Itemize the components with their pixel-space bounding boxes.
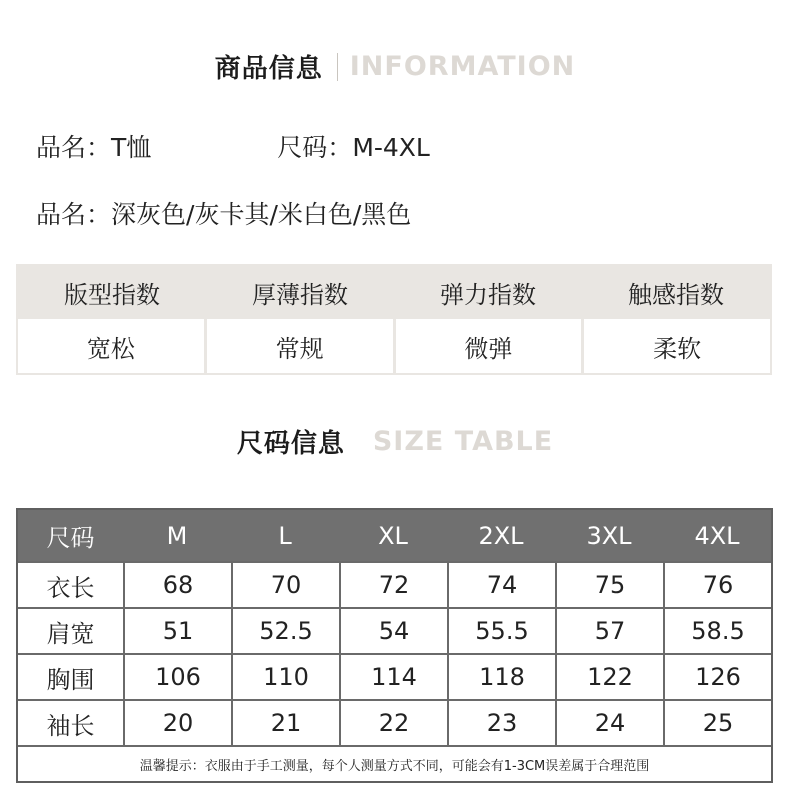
info-title xyxy=(0,48,790,85)
size-cell: 54 xyxy=(339,609,447,653)
size-cell: 75 xyxy=(555,563,663,607)
size-row-chest xyxy=(18,653,771,699)
size-cell: 21 xyxy=(231,701,339,745)
size-cell: 57 xyxy=(555,609,663,653)
size-range-value: M-4XL xyxy=(352,133,430,162)
size-header-cell: XL xyxy=(378,521,408,550)
info-title-en: INFORMATION xyxy=(349,51,576,82)
size-header-cell: M xyxy=(166,521,188,550)
color-line xyxy=(36,195,411,231)
size-row-length xyxy=(18,561,771,607)
size-header-label: 尺码 xyxy=(46,524,95,552)
size-cell: 118 xyxy=(447,655,555,699)
row-label: 胸围 xyxy=(46,665,95,694)
row-label: 袖长 xyxy=(46,711,95,740)
size-cell: 106 xyxy=(123,655,231,699)
product-name-label: 品名： xyxy=(36,133,112,162)
index-value-thickness: 常规 xyxy=(204,319,393,373)
size-cell: 70 xyxy=(231,563,339,607)
size-header-cell: 3XL xyxy=(586,521,632,550)
size-cell: 22 xyxy=(339,701,447,745)
size-cell: 20 xyxy=(123,701,231,745)
index-value-elasticity: 微弹 xyxy=(393,319,582,373)
row-label: 衣长 xyxy=(46,573,95,602)
row-label: 肩宽 xyxy=(46,619,95,648)
size-title-cn: 尺码信息 xyxy=(236,429,345,459)
title-divider xyxy=(337,53,338,81)
color-label: 品名： xyxy=(36,200,112,229)
size-cell: 72 xyxy=(339,563,447,607)
size-table xyxy=(16,508,773,783)
product-name-value: T恤 xyxy=(111,133,152,162)
index-header-thickness: 厚薄指数 xyxy=(252,281,348,309)
product-name-line xyxy=(36,128,430,164)
size-cell: 68 xyxy=(123,563,231,607)
index-header-fit: 版型指数 xyxy=(64,281,160,309)
size-row-shoulder xyxy=(18,607,771,653)
size-cell: 76 xyxy=(663,563,771,607)
info-title-cn: 商品信息 xyxy=(214,54,323,84)
size-header-cell: L xyxy=(278,521,292,550)
size-cell: 52.5 xyxy=(231,609,339,653)
size-cell: 25 xyxy=(663,701,771,745)
index-table-header xyxy=(18,266,770,319)
index-table-values xyxy=(18,319,770,373)
index-value-fit: 宽松 xyxy=(86,334,135,363)
size-cell: 122 xyxy=(555,655,663,699)
index-header-elasticity: 弹力指数 xyxy=(440,281,536,309)
size-cell: 58.5 xyxy=(663,609,771,653)
size-cell: 110 xyxy=(231,655,339,699)
size-range-label: 尺码： xyxy=(277,133,353,162)
size-cell: 74 xyxy=(447,563,555,607)
size-cell: 24 xyxy=(555,701,663,745)
size-title-en: SIZE TABLE xyxy=(372,426,554,457)
size-cell: 126 xyxy=(663,655,771,699)
size-title xyxy=(0,423,790,460)
index-table xyxy=(16,264,772,375)
index-header-touch: 触感指数 xyxy=(628,281,724,309)
size-row-sleeve xyxy=(18,699,771,745)
size-cell: 23 xyxy=(447,701,555,745)
size-header-cell: 4XL xyxy=(694,521,740,550)
index-value-touch: 柔软 xyxy=(581,319,770,373)
size-cell: 51 xyxy=(123,609,231,653)
measurement-note: 温馨提示：衣服由于手工测量，每个人测量方式不同，可能会有1-3CM误差属于合理范围 xyxy=(18,745,771,781)
size-cell: 55.5 xyxy=(447,609,555,653)
size-header-cell: 2XL xyxy=(478,521,524,550)
size-table-header xyxy=(18,510,771,561)
size-cell: 114 xyxy=(339,655,447,699)
color-value: 深灰色/灰卡其/米白色/黑色 xyxy=(111,200,412,229)
